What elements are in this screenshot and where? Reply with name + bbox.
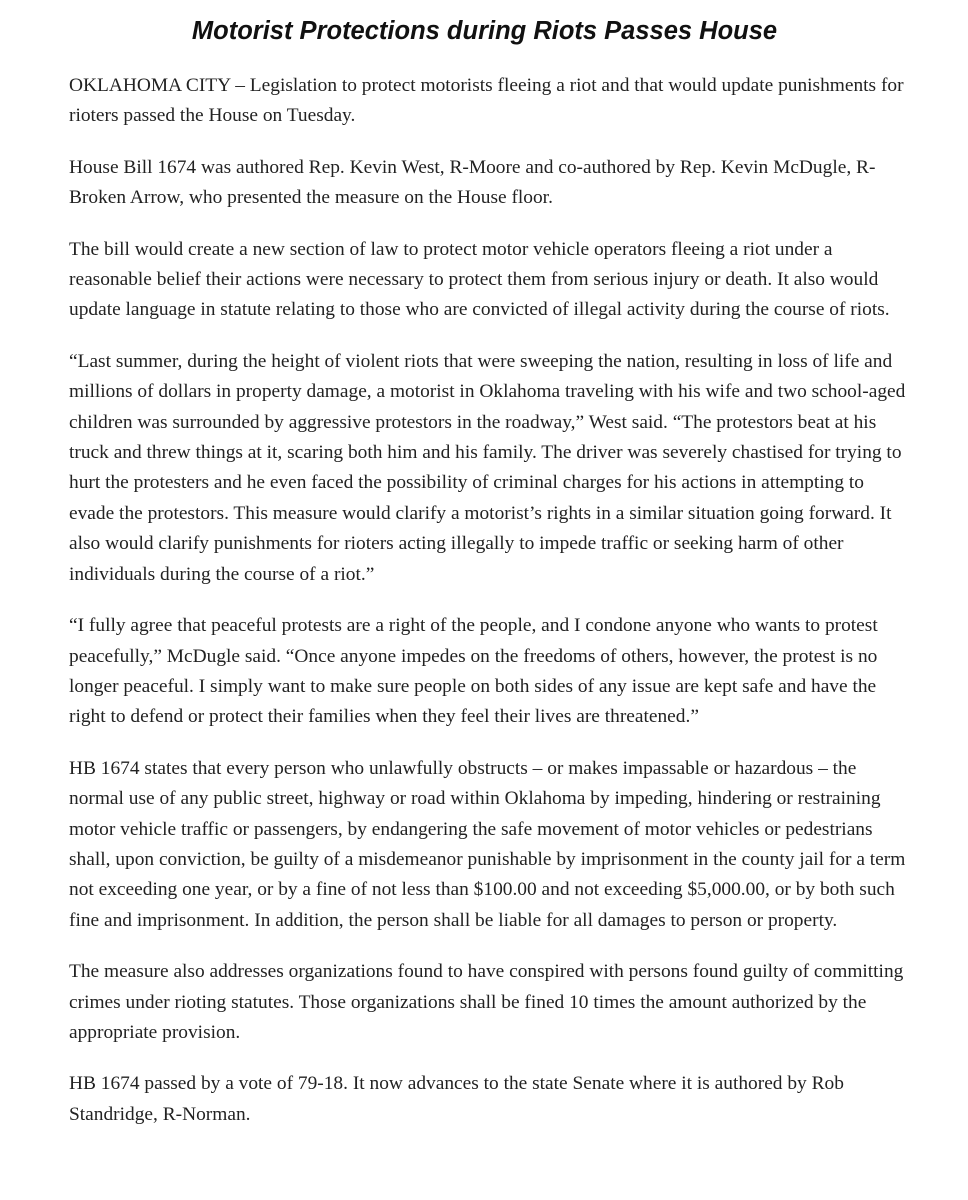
paragraph-west-quote: “Last summer, during the height of violent riots that were sweeping the nation, resulting in loss of life and millions of dollars in property damage, a motorist in Oklahoma traveling with his wife and two school-aged children was surrounded by aggressive protestors in the roadway,” West said. “The protestors beat at his truck and threw things at it, scaring both him and his family. The driver was severely chastised for trying to hurt the protesters and he even faced the possibility of criminal charges for his actions in attempting to evade the protestors. This measure would clarify a motorist’s rights in a similar situation going forward. It also would clarify punishments for rioters acting illegally to impede traffic or seeking harm of other individuals during the course of a riot.”	[69, 350, 906, 585]
paragraph-organizations: The measure also addresses organizations found to have conspired with persons found guilty of committing crimes under rioting statutes. Those organizations shall be fined 10 times the amount authorized by the appropriate provision.	[69, 961, 904, 1043]
paragraph-mcdugle-quote: “I fully agree that peaceful protests are a right of the people, and I condone anyone who wants to protest peacefully,” McDugle said. “Once anyone impedes on the freedoms of others, however, the protest is no longer peaceful. I simply want to make sure people on both sides of any issue are kept safe and have the right to defend or protect their families when they feel their lives are threatened.”	[69, 615, 878, 728]
article-title: Motorist Protections during Riots Passes House	[191, 17, 778, 45]
paragraph-bill-summary: The bill would create a new section of law to protect motor vehicle operators fleeing a riot under a reasonable belief their actions were necessary to protect them from serious injury or death. It also would update language in statute relating to those who are convicted of illegal activity during the course of riots.	[69, 238, 890, 321]
paragraph-vote-result: HB 1674 passed by a vote of 79-18. It now advances to the state Senate where it is authored by Rob Standridge, R-Norman.	[69, 1073, 844, 1125]
paragraph-dateline: OKLAHOMA CITY – Legislation to protect motorists fleeing a riot and that would update punishments for rioters passed the House on Tuesday.	[69, 75, 904, 127]
article-body	[69, 71, 908, 1130]
paragraph-authors: House Bill 1674 was authored Rep. Kevin West, R-Moore and co-authored by Rep. Kevin McDugle, R-Broken Arrow, who presented the measure on the House floor.	[69, 156, 876, 209]
paragraph-bill-provisions: HB 1674 states that every person who unlawfully obstructs – or makes impassable or hazardous – the normal use of any public street, highway or road within Oklahoma by impeding, hindering or restraining motor vehicle traffic or passengers, by endangering the safe movement of motor vehicles or pedestrians shall, upon conviction, be guilty of a misdemeanor punishable by imprisonment in the county jail for a term not exceeding one year, or by a fine of not less than $100.00 and not exceeding $5,000.00, or by both such fine and imprisonment. In addition, the person shall be liable for all damages to person or property.	[69, 757, 906, 931]
